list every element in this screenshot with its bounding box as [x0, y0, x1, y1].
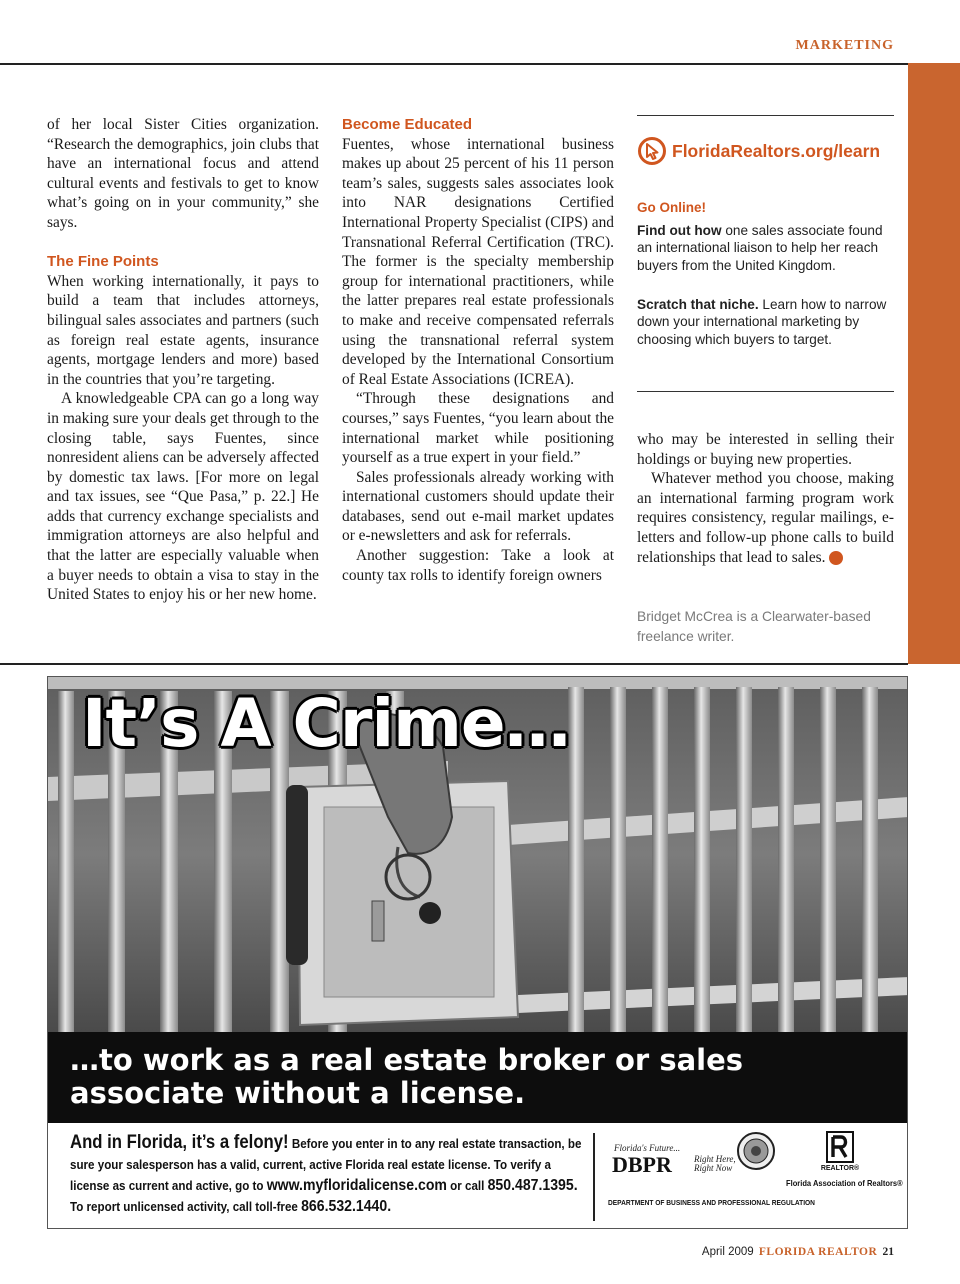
paragraph: “Through these designations and courses,” says Fuentes, “you learn about the international market while positioning yourself as a true expert in your field.” — [342, 390, 614, 467]
dbpr-tagline: Florida's Future... — [614, 1143, 681, 1153]
dbpr-slogan: Right Here, Right Now — [694, 1154, 736, 1173]
section-label: MARKETING — [795, 38, 894, 53]
online-sidebar — [637, 115, 894, 392]
ad-divider — [593, 1133, 595, 1221]
paragraph: Another suggestion: Take a look at county tax rolls to identify foreign owners — [342, 547, 614, 584]
state-seal-icon — [736, 1131, 776, 1171]
ad-headline: It’s A Crime… — [82, 685, 570, 762]
ad-body-text — [70, 1132, 589, 1217]
ad-body-1: Before you enter in to any real estate transaction, be sure your salesperson has a valid, current, active Florida real estate license. To verify a license as current and active, go to — [70, 1136, 582, 1193]
ad-subhead: …to work as a real estate broker or sales associate without a license. — [70, 1043, 744, 1110]
sidebar-item-1 — [637, 222, 894, 274]
paragraph: A knowledgeable CPA can go a long way in making sure your deals get through to the closing table, says Fuentes, since nonresident aliens can be adversely affected by domestic tax laws. [For more on legal and tax issues, see “Que Pasa,” p. 22.] He adds that currency exchange specialists and immigration attorneys are also helpful and that the latter are especially valuable when a buyer needs to obtain a visa to stay in the United States to enjoy his or her new home. — [47, 390, 319, 604]
article-column-1 — [47, 115, 319, 605]
license-url-link[interactable]: www.myfloridalicense.com — [266, 1177, 447, 1194]
magazine-name: FLORIDA REALTOR — [758, 1246, 878, 1258]
author-byline: Bridget McCrea is a Clearwater-based freelance writer. — [637, 609, 871, 644]
issue-date: April 2009 — [701, 1246, 754, 1258]
ad-black-banner — [48, 1032, 908, 1123]
ad-felony: And in Florida, it’s a felony! — [70, 1132, 289, 1153]
florida-realtors-link[interactable] — [637, 136, 880, 166]
article-column-2 — [342, 115, 614, 585]
paragraph-text: Whatever method you choose, making an international farming program work requires consistency, regular mailings, e-letters and follow-up phone calls to build relationships that lead to sales. — [637, 470, 894, 566]
sidebar-item-2-lead: Scratch that niche. — [637, 297, 759, 312]
article-column-3 — [637, 430, 894, 567]
realtor-r-icon — [826, 1131, 854, 1163]
paragraph: Fuentes, whose international business makes up about 25 percent of his 11 person team’s sales, suggests sales associates look into NAR designations Certified International Property Specialist (CIPS) and Transnational Referral Certification (TRC). The former is the specialty membership group for international practitioners, while the latter prepares real estate professionals to make and receive compensated referrals using the transnational referral system developed by the International Consortium of Real Estate Associations (ICREA). — [342, 135, 614, 388]
jail-cell-photo — [48, 677, 908, 1032]
paragraph: who may be interested in selling their holdings or buying new properties. — [637, 431, 894, 468]
subheading-fine-points: The Fine Points — [47, 253, 159, 271]
sidebar-item-1-lead: Find out how — [637, 223, 722, 238]
cursor-circle-icon — [637, 136, 667, 166]
subheading-become-educated: Become Educated — [342, 116, 473, 133]
page-footer — [702, 1246, 894, 1258]
phone-number-2: 866.532.1440. — [301, 1198, 392, 1215]
sidebar-item-1-text: one sales associate found an international liaison to help her reach buyers from the United Kingdom. — [637, 223, 883, 273]
dbpr-department: DEPARTMENT OF BUSINESS AND PROFESSIONAL REGULATION — [608, 1198, 815, 1207]
realtor-association: Florida Association of Realtors® — [786, 1178, 903, 1188]
sidebar-item-2-text: Learn how to narrow down your international marketing by choosing which buyers to target. — [637, 297, 887, 347]
paragraph: of her local Sister Cities organization. “Research the demographics, join clubs that have an international focus and attend cultural events and festivals to get to know what’s going on in your community,” she says. — [47, 116, 319, 231]
end-mark-icon: R — [829, 551, 843, 565]
paragraph: Sales professionals already working with international customers should update their databases, send out e-mail market updates or e-newsletters and ask for referrals. — [342, 468, 614, 545]
footer-rule — [0, 663, 908, 665]
sidebar-item-2 — [637, 296, 894, 348]
ad-footer — [48, 1123, 908, 1229]
header-rule — [0, 63, 908, 65]
dbpr-wordmark: DBPR — [612, 1152, 672, 1177]
phone-number-1: 850.487.1395. — [487, 1177, 578, 1194]
license-advertisement — [47, 676, 908, 1229]
sidebar-title: Go Online! — [637, 200, 706, 215]
ad-body-2: or call — [446, 1178, 488, 1193]
ad-body-3: To report unlicensed activity, call toll-free — [70, 1199, 302, 1214]
paragraph — [637, 469, 894, 567]
page-number: 21 — [882, 1246, 894, 1258]
side-color-bar — [908, 63, 960, 664]
logo-text: FloridaRealtors.org/learn — [672, 140, 881, 161]
paragraph: When working internationally, it pays to build a team that includes attorneys, bilingual sales associates and partners (such as foreign real estate agents, insurance agents, mortgage lenders and more) based in the countries that you’re targeting. — [47, 272, 319, 388]
realtor-word: REALTOR® — [820, 1165, 860, 1172]
